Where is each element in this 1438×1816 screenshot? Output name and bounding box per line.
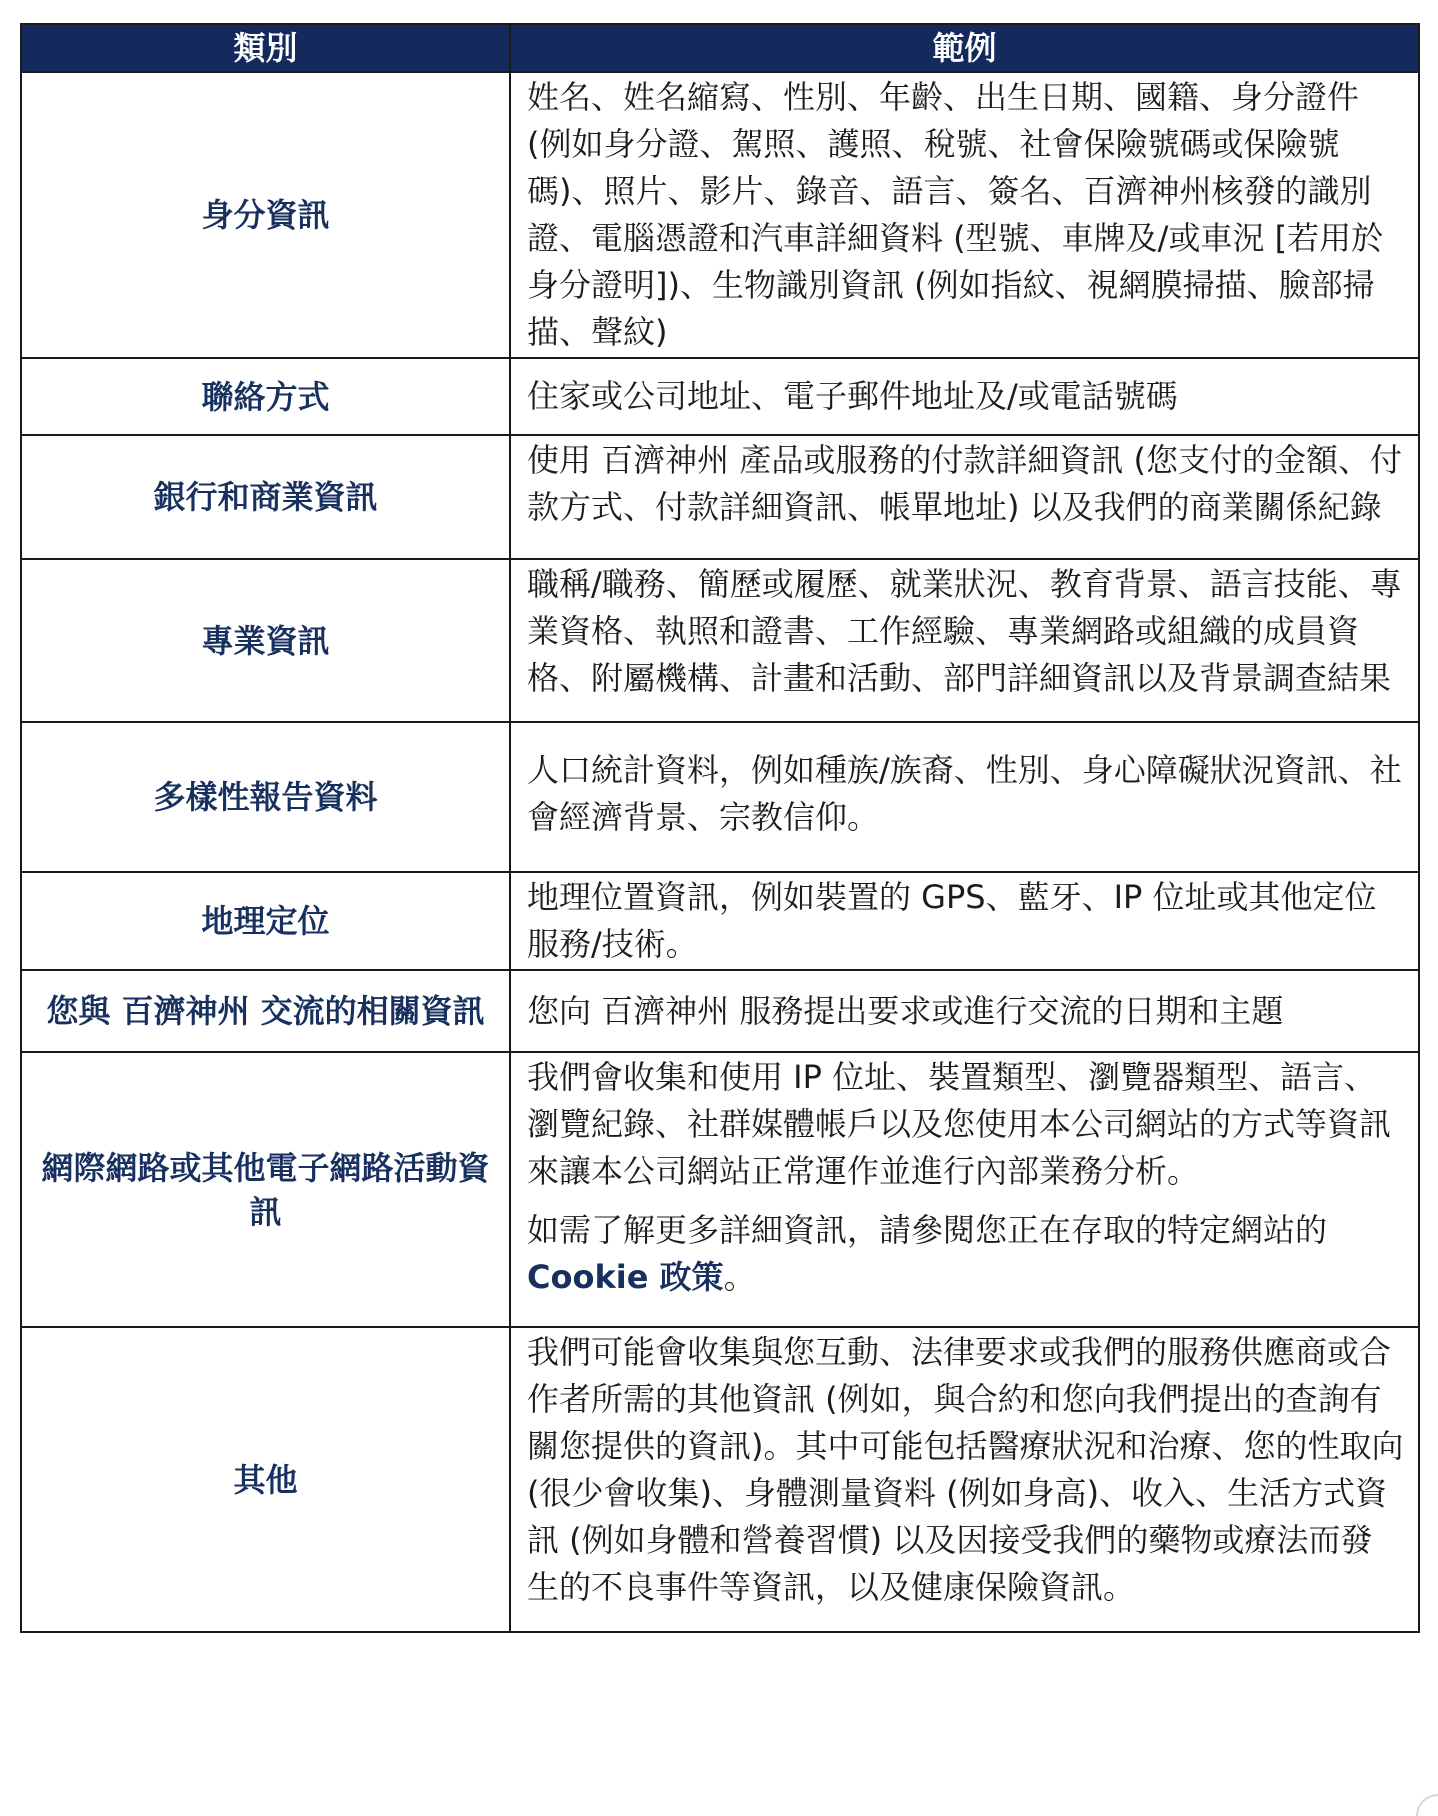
category-cell: 其他 — [21, 1327, 510, 1632]
table-row-professional — [21, 559, 1419, 722]
category-cell: 您與 百濟神州 交流的相關資訊 — [21, 970, 510, 1052]
table-header-row — [21, 24, 1419, 72]
example-cell: 我們可能會收集與您互動、法律要求或我們的服務供應商或合作者所需的其他資訊 (例如，與合約和您向我們提出的查詢有關您提供的資訊)。其中可能包括醫療狀況和治療、您的性取向 (很少會收集)、身體測量資料 (例如身高)、收入、生活方式資訊 (例如身體和營養習慣) 以及因接受我們的藥物或療法而發生的不良事件等資訊，以及健康保險資訊。 — [510, 1327, 1419, 1632]
category-cell: 多樣性報告資料 — [21, 722, 510, 872]
example-cell: 職稱/職務、簡歷或履歷、就業狀況、教育背景、語言技能、專業資格、執照和證書、工作經驗、專業網路或組織的成員資格、附屬機構、計畫和活動、部門詳細資訊以及背景調查結果 — [510, 559, 1419, 722]
table-row-other — [21, 1327, 1419, 1632]
personal-data-categories-table — [20, 23, 1420, 1633]
example-cell: 姓名、姓名縮寫、性別、年齡、出生日期、國籍、身分證件 (例如身分證、駕照、護照、稅號、社會保險號碼或保險號碼)、照片、影片、錄音、語言、簽名、百濟神州核發的識別證、電腦憑證和汽車詳細資料 (型號、車牌及/或車況 [若用於身分證明])、生物識別資訊 (例如指紋、視網膜掃描、臉部掃描、聲紋) — [510, 72, 1419, 358]
table-row-internet-activity — [21, 1052, 1419, 1327]
example-cell: 地理位置資訊，例如裝置的 GPS、藍牙、IP 位址或其他定位服務/技術。 — [510, 872, 1419, 970]
category-cell: 身分資訊 — [21, 72, 510, 358]
category-cell: 銀行和商業資訊 — [21, 435, 510, 559]
example-cell: 使用 百濟神州 產品或服務的付款詳細資訊 (您支付的金額、付款方式、付款詳細資訊、帳單地址) 以及我們的商業關係紀錄 — [510, 435, 1419, 559]
more-info-suffix: 。 — [723, 1258, 756, 1296]
table-row-contact — [21, 358, 1419, 435]
more-info-text: 如需了解更多詳細資訊，請參閱您正在存取的特定網站的 — [527, 1211, 1328, 1249]
category-cell: 網際網路或其他電子網路活動資訊 — [21, 1052, 510, 1327]
example-cell — [510, 1052, 1419, 1327]
header-examples: 範例 — [510, 24, 1419, 72]
header-category: 類別 — [21, 24, 510, 72]
table-row-identity — [21, 72, 1419, 358]
table-row-banking — [21, 435, 1419, 559]
example-cell: 您向 百濟神州 服務提出要求或進行交流的日期和主題 — [510, 970, 1419, 1052]
example-cell — [510, 722, 1419, 872]
table-row-geolocation — [21, 872, 1419, 970]
category-cell: 聯絡方式 — [21, 358, 510, 435]
example-paragraph: 我們會收集和使用 IP 位址、裝置類型、瀏覽器類型、語言、瀏覽紀錄、社群媒體帳戶以及您使用本公司網站的方式等資訊來讓本公司網站正常運作並進行內部業務分析。 — [527, 1058, 1392, 1190]
example-text: 人口統計資料，例如種族/族裔、性別、身心障礙狀況資訊、社會經濟背景、宗教信仰。 — [527, 751, 1402, 836]
category-cell: 專業資訊 — [21, 559, 510, 722]
cookie-policy-link[interactable]: Cookie 政策 — [527, 1258, 724, 1296]
example-cell: 住家或公司地址、電子郵件地址及/或電話號碼 — [510, 358, 1419, 435]
example-paragraph-more — [527, 1207, 1404, 1301]
category-cell: 地理定位 — [21, 872, 510, 970]
table-row-diversity — [21, 722, 1419, 872]
table-row-interactions — [21, 970, 1419, 1052]
page-corner-decoration — [1416, 1794, 1438, 1816]
